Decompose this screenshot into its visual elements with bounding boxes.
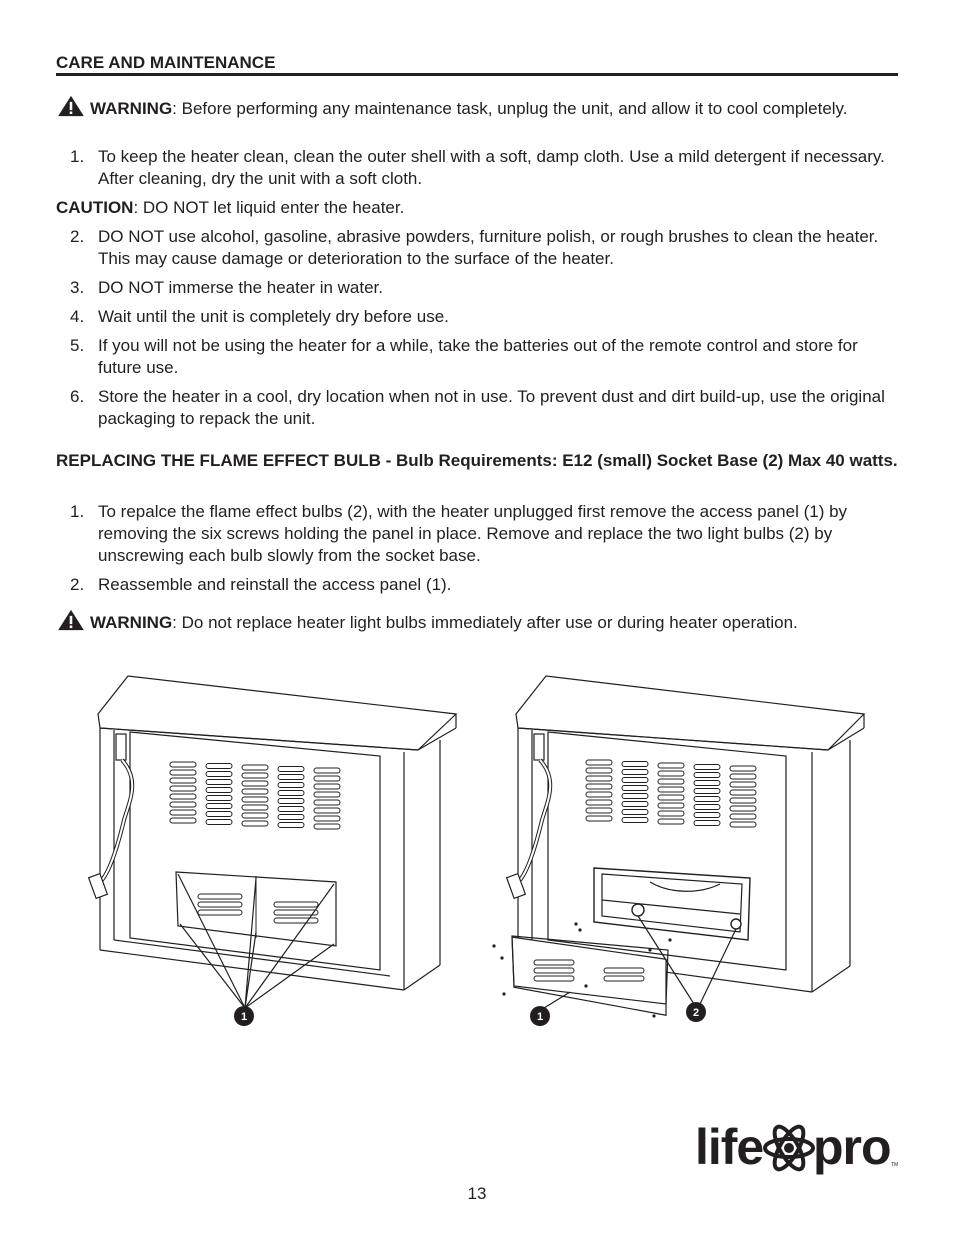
warning-label: WARNING bbox=[90, 99, 173, 118]
list-number: 5. bbox=[70, 336, 85, 355]
list-number: 1. bbox=[70, 147, 85, 166]
list-item bbox=[56, 386, 898, 430]
care-list-a bbox=[56, 146, 898, 197]
list-text: To keep the heater clean, clean the outer shell with a soft, damp cloth. Use a mild detergent if necessary. After cleaning, dry the unit with a soft cloth. bbox=[98, 147, 885, 188]
list-number: 2. bbox=[70, 227, 85, 246]
callout-1-right: 1 bbox=[536, 1011, 544, 1023]
caution-paragraph bbox=[56, 197, 898, 219]
lifepro-logo bbox=[695, 1112, 905, 1182]
warning-icon bbox=[56, 95, 86, 117]
callout-1: 1 bbox=[240, 1011, 248, 1023]
list-number: 6. bbox=[70, 387, 85, 406]
list-item bbox=[56, 574, 898, 596]
list-number: 3. bbox=[70, 278, 85, 297]
caution-text: : DO NOT let liquid enter the heater. bbox=[133, 198, 405, 217]
bulb-list bbox=[56, 501, 898, 603]
heater-illustration-right bbox=[490, 670, 880, 1030]
page-number: 13 bbox=[467, 1184, 487, 1203]
logo-text-pro: pro bbox=[813, 1119, 891, 1175]
list-text: Reassemble and reinstall the access panel (1). bbox=[98, 575, 452, 594]
warning-label: WARNING bbox=[90, 613, 173, 632]
warning-icon bbox=[56, 609, 86, 631]
heater-illustration-left bbox=[80, 670, 470, 1030]
heading-rule bbox=[56, 73, 898, 76]
list-text: To repalce the flame effect bulbs (2), with the heater unplugged first remove the access panel (1) by removing the six screws holding the panel in place. Remove and replace the two light bulbs (2) by unscrewing each bulb slowly from the socket base. bbox=[98, 502, 848, 565]
list-text: Store the heater in a cool, dry location when not in use. To prevent dust and dirt build-up, use the original packaging to repack the unit. bbox=[98, 387, 885, 428]
list-text: DO NOT use alcohol, gasoline, abrasive powders, furniture polish, or rough brushes to clean the heater. This may cause damage or deterioration to the surface of the heater. bbox=[98, 227, 879, 268]
list-text: If you will not be using the heater for a while, take the batteries out of the remote control and store for future use. bbox=[98, 336, 858, 377]
warning-paragraph-1 bbox=[56, 95, 898, 120]
list-text: DO NOT immerse the heater in water. bbox=[98, 278, 384, 297]
list-text: Wait until the unit is completely dry before use. bbox=[98, 307, 449, 326]
logo-text-life: life bbox=[695, 1119, 764, 1175]
list-item bbox=[56, 501, 898, 567]
section-heading-bulb: REPLACING THE FLAME EFFECT BULB - Bulb Requirements: E12 (small) Socket Base (2) Max 40 watts. bbox=[56, 451, 898, 470]
warning-text: : Before performing any maintenance task, unplug the unit, and allow it to cool completely. bbox=[172, 99, 848, 118]
trademark: TM bbox=[891, 1162, 899, 1168]
list-number: 4. bbox=[70, 307, 85, 326]
warning-text: : Do not replace heater light bulbs immediately after use or during heater operation. bbox=[172, 613, 798, 632]
list-number: 1. bbox=[70, 502, 85, 521]
list-item bbox=[56, 226, 898, 270]
list-item bbox=[56, 277, 898, 299]
callout-2: 2 bbox=[692, 1007, 700, 1019]
atom-icon bbox=[765, 1123, 813, 1174]
section-heading-care: CARE AND MAINTENANCE bbox=[56, 53, 276, 72]
caution-label: CAUTION bbox=[56, 198, 134, 217]
list-number: 2. bbox=[70, 575, 85, 594]
warning-paragraph-2 bbox=[56, 609, 898, 634]
care-list-b bbox=[56, 226, 898, 437]
list-item bbox=[56, 306, 898, 328]
list-item bbox=[56, 146, 898, 190]
list-item bbox=[56, 335, 898, 379]
